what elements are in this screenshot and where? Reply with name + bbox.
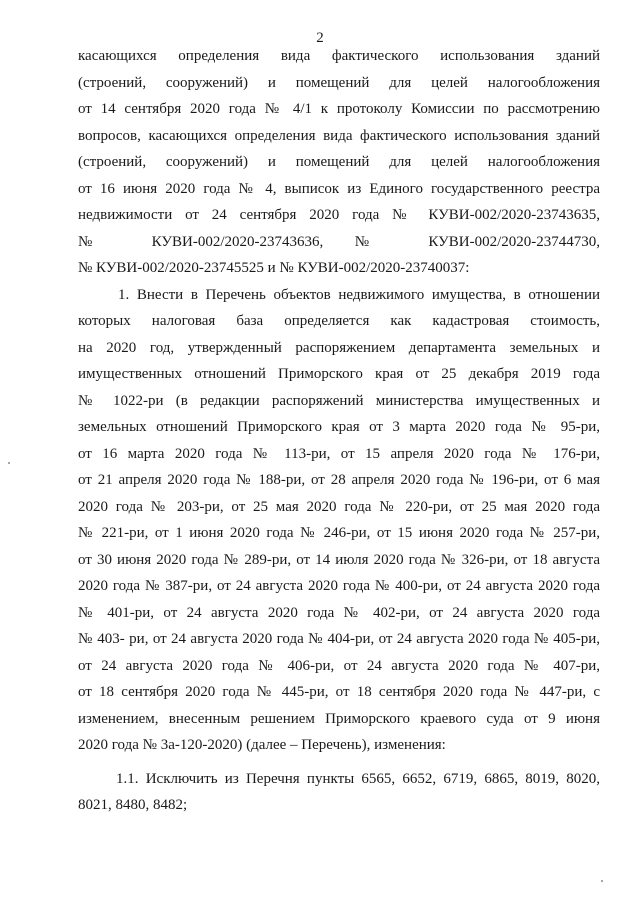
text-line: от 30 июня 2020 года № 289-ри, от 14 июля 2020 года № 326-ри, от 18 августа xyxy=(78,551,600,568)
text-line: вопросов, касающихся определения вида фактического использования зданий xyxy=(78,127,600,144)
text-line: № КУВИ-002/2020-23743636, № КУВИ-002/2020-23744730, xyxy=(78,233,600,250)
text-line: от 16 марта 2020 года № 113-ри, от 15 апреля 2020 года № 176-ри, xyxy=(78,445,600,462)
text-line: от 16 июня 2020 года № 4, выписок из Единого государственного реестра xyxy=(78,180,600,197)
text-line: недвижимости от 24 сентября 2020 года № КУВИ-002/2020-23743635, xyxy=(78,207,600,223)
text-line: № 401-ри, от 24 августа 2020 года № 402-ри, от 24 августа 2020 года xyxy=(78,604,600,621)
text-line: (строений, сооружений) и помещений для целей налогообложения xyxy=(78,154,600,170)
text-line: (строений, сооружений) и помещений для целей налогообложения xyxy=(78,74,600,91)
text-line: на 2020 год, утвержденный распоряжением департамента земельных и xyxy=(78,339,600,356)
text-line: 8021, 8480, 8482; xyxy=(78,797,188,813)
text-line: от 18 сентября 2020 года № 445-ри, от 18 сентября 2020 года № 447-ри, с xyxy=(78,684,600,700)
text-line: от 21 апреля 2020 года № 188-ри, от 28 апреля 2020 года № 196-ри, от 6 мая xyxy=(78,472,600,488)
text-line: изменением, внесенным решением Приморского краевого суда от 9 июня xyxy=(78,710,600,727)
text-line: № 221-ри, от 1 июня 2020 года № 246-ри, от 15 июня 2020 года № 257-ри, xyxy=(78,525,600,541)
subparagraph-first-line: 1.1. Исключить из Перечня пункты 6565, 6652, 6719, 6865, 8019, 8020, xyxy=(116,770,600,787)
text-line: имущественных отношений Приморского края от 25 декабря 2019 года xyxy=(78,366,600,382)
text-line: от 14 сентября 2020 года № 4/1 к протоколу Комиссии по рассмотрению xyxy=(78,101,600,117)
paragraph-first-line: 1. Внести в Перечень объектов недвижимого имущества, в отношении xyxy=(118,286,600,303)
text-line: 2020 года № 387-ри, от 24 августа 2020 года № 400-ри, от 24 августа 2020 года xyxy=(78,578,600,594)
text-line: № 403- ри, от 24 августа 2020 года № 404-ри, от 24 августа 2020 года № 405-ри, xyxy=(78,631,600,647)
text-line: 2020 года № 203-ри, от 25 мая 2020 года № 220-ри, от 25 мая 2020 года xyxy=(78,498,600,515)
text-line: 2020 года № 3а-120-2020) (далее – Перечень), изменения: xyxy=(78,737,446,753)
text-line: которых налоговая база определяется как кадастровая стоимость, xyxy=(78,313,600,329)
text-line: от 24 августа 2020 года № 406-ри, от 24 августа 2020 года № 407-ри, xyxy=(78,657,600,674)
text-line: № 1022-ри (в редакции распоряжений министерства имущественных и xyxy=(78,392,600,409)
text-line: земельных отношений Приморского края от 3 марта 2020 года № 95-ри, xyxy=(78,419,600,435)
scan-speck xyxy=(8,462,10,464)
scan-speck xyxy=(601,880,603,882)
page-number: 2 xyxy=(316,30,324,46)
document-body xyxy=(78,43,600,819)
text-line: касающихся определения вида фактического использования зданий xyxy=(78,48,600,64)
text-line: № КУВИ-002/2020-23745525 и № КУВИ-002/2020-23740037: xyxy=(78,260,470,276)
